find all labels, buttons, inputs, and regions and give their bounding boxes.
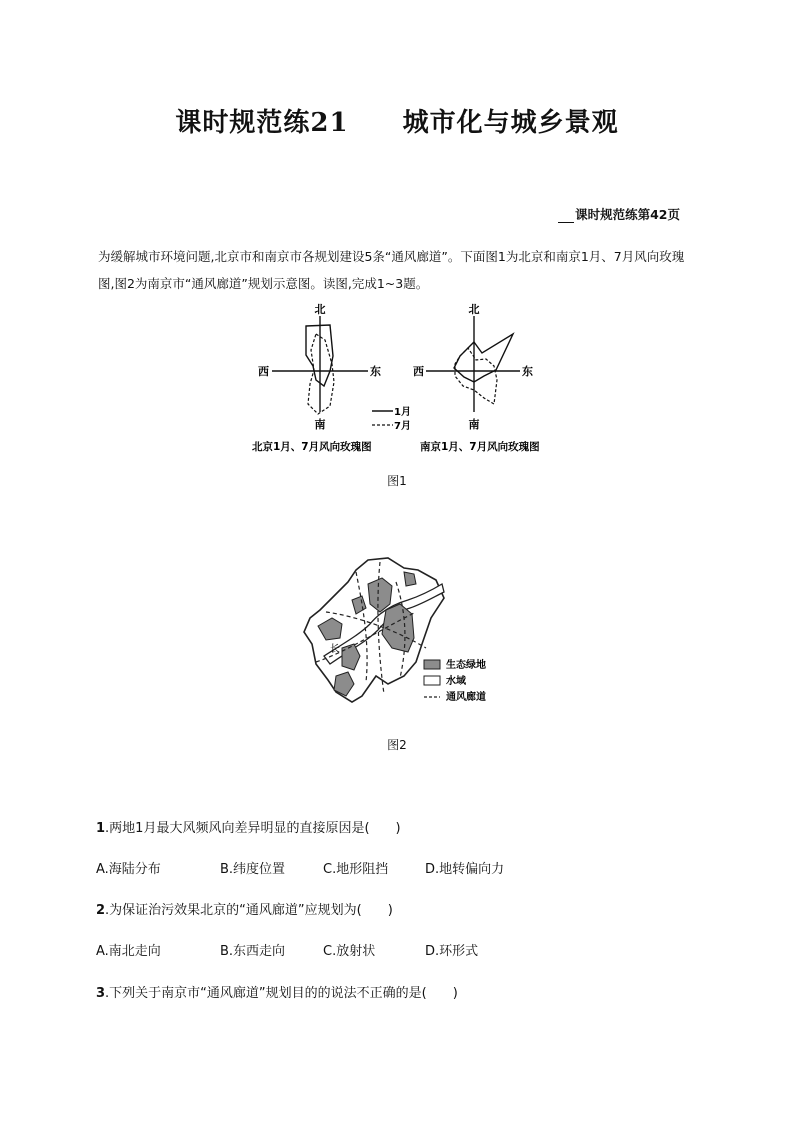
- legend-green-label: 生态绿地: [446, 660, 486, 671]
- question-3-text: .下列关于南京市“通风廊道”规划目的的说法不正确的是( ): [105, 986, 458, 1001]
- blank-line: [558, 222, 574, 223]
- figure1-wind-roses: [250, 300, 560, 460]
- question-2-text: .为保证治污效果北京的“通风廊道”应规划为( ): [105, 903, 393, 918]
- q1-option-a: A.海陆分布: [96, 862, 161, 877]
- beijing-west-label: 西: [258, 365, 269, 378]
- nanjing-west-label: 西: [413, 365, 424, 378]
- legend-jul-label: 7月: [394, 421, 411, 432]
- question-1-number: 1: [96, 821, 106, 836]
- question-2-number: 2: [96, 903, 106, 918]
- q2-option-b: B.东西走向: [220, 944, 286, 959]
- q2-option-a: A.南北走向: [96, 944, 161, 959]
- nanjing-wind-rose: [413, 303, 533, 431]
- question-3-number: 3: [96, 986, 106, 1001]
- textbook-page-ref: [558, 205, 680, 223]
- question-3: [96, 982, 458, 1001]
- beijing-wind-rose: [258, 303, 381, 431]
- q1-option-b: B.纬度位置: [220, 862, 286, 877]
- beijing-jul-rose: [308, 334, 334, 414]
- legend-corridor-label: 通风廊道: [446, 692, 486, 703]
- legend-water-label: 水域: [446, 676, 466, 687]
- green-area-6: [404, 572, 416, 586]
- question-1-text: .两地1月最大风频风向差异明显的直接原因是( ): [105, 821, 401, 836]
- beijing-caption: 北京1月、7月风向玫瑰图: [252, 441, 372, 453]
- nanjing-jan-rose: [454, 334, 513, 382]
- page-ref-text: 课时规范练第42页: [575, 207, 680, 222]
- figure2-label: 图2: [387, 738, 407, 752]
- intro-paragraph: 为缓解城市环境问题,北京市和南京市各规划建设5条“通风廊道”。下面图1为北京和南京1月、7月风向玫瑰图,图2为南京市“通风廊道”规划示意图。读图,完成1~3题。: [98, 249, 685, 291]
- figure1-label: 图1: [387, 474, 407, 488]
- nanjing-north-label: 北: [468, 303, 480, 316]
- river-label: 长: [330, 644, 340, 655]
- beijing-east-label: 东: [370, 365, 381, 378]
- page-title: 课时规范练21 城市化与城乡景观: [175, 108, 619, 138]
- q2-option-c: C.放射状: [323, 944, 376, 959]
- legend-water-swatch: [424, 676, 440, 685]
- nanjing-jul-rose: [455, 348, 497, 404]
- question-2: [96, 899, 393, 918]
- legend-green-swatch: [424, 660, 440, 669]
- q1-option-d: D.地转偏向力: [425, 862, 505, 877]
- beijing-south-label: 南: [314, 418, 326, 431]
- nanjing-south-label: 南: [468, 418, 480, 431]
- figure2-nanjing-map: [296, 552, 516, 712]
- q2-option-d: D.环形式: [425, 944, 479, 959]
- legend-jan-label: 1月: [394, 407, 411, 418]
- nanjing-east-label: 东: [522, 365, 533, 378]
- q1-option-c: C.地形阻挡: [323, 862, 389, 877]
- figure1-legend: [372, 405, 411, 432]
- beijing-north-label: 北: [314, 303, 326, 316]
- nanjing-caption: 南京1月、7月风向玫瑰图: [420, 441, 540, 453]
- question-1: [96, 817, 401, 836]
